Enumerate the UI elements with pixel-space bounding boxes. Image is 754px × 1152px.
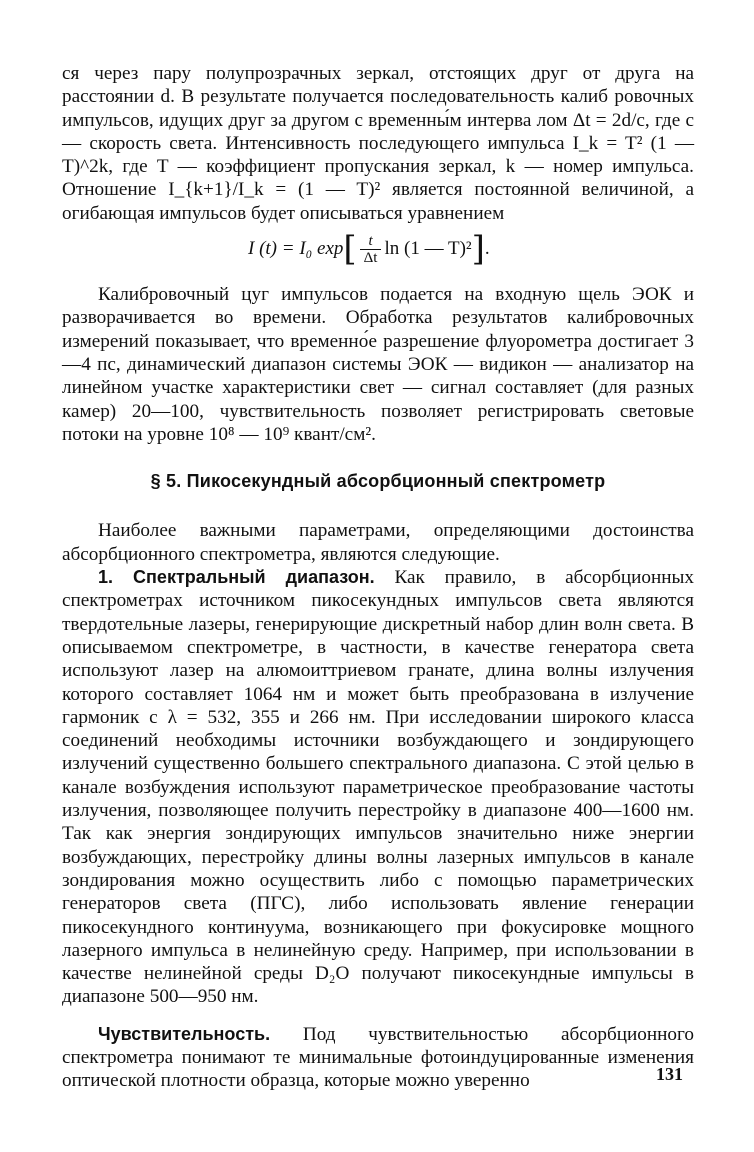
paragraph-sensitivity [62, 1023, 694, 1093]
right-bracket: ] [471, 228, 485, 269]
paragraph-calibration: Калибровочный цуг импульсов подается на входную щель ЭОК и разворачивается во времени. Обработка результатов калибровочных измерений показывает, что временно́е разрешение флуорометра достигает 3—4 пс, динамический диапазон системы ЭОК — видикон — анализатор на линейном участке характеристики свет — сигнал составляет (для разных камер) 20—100, чувствительность позволяет регистрировать световые потоки на уровне 10⁸ — 10⁹ квант/см². [62, 284, 694, 445]
item-heading: Чувствительность. [98, 1023, 271, 1044]
text-column [62, 62, 694, 1093]
fraction-denominator: Δt [363, 250, 378, 267]
line: расстоянии d. В результате получается последовательность калиб [62, 86, 608, 108]
section-heading: § 5. Пикосекундный абсорбционный спектрометр [150, 471, 606, 492]
line: является постоянной величиной, а огибающая импульсов будет [62, 179, 695, 224]
paragraph-continued [62, 62, 694, 225]
line: ся через пару полупрозрачных зеркал, отстоящих друг от друга на [62, 63, 694, 84]
item-text: Под чувствительностью абсорбционного спектрометра понимают те минимальные фотоиндуцированные изменения оптической плотности образца, которые можно уверенно [62, 1023, 694, 1092]
line: импульса I_k = T² (1 — T)^2k, где T — коэффициент пропускания [62, 132, 695, 178]
left-bracket: [ [343, 228, 357, 269]
item-text: Как правило, в абсорбционных спектрометрах источником пикосекундных импульсов света являются твердотельные лазеры, генерирующие дискретный набор длин волн света. В описываемом спектрометре, в частности, в качестве генератора света используют лазер на алюмоиттриевом гранате, длина волны излучения которого составляет 1064 нм и может быть преобразована в излучение гармоник с λ = 532, 355 и 266 нм. При исследовании широкого класса соединений необходимы источники возбуждающего и зондирующего излучений существенно большего спектрального диапазона. С этой целью в канале возбуждения используют параметрическое преобразование частоты излучения, позволяющее получить перестройку в диапазоне 400—1600 нм. Так как энергия зондирующих импульсов значительно ниже энергии возбуждающих, перестройку длины волны лазерных импульсов в канале зондирования можно осуществить либо с помощью параметрических генераторов света (ПГС), либо использовать явление генерации пикосекундного континуума, возникающего при фокусировке мощного лазерного импульса в нелинейную среду. Например, при использовании в качестве нелинейной среды D₂O получают пикосекундные импульсы в диапазоне 500—950 нм. [62, 567, 694, 1008]
formula-lhs: I (t) = I₀ exp [248, 237, 344, 259]
paragraph-intro: Наиболее важными параметрами, определяющими достоинства абсорбционного спектрометра, являются следующие. [62, 520, 694, 565]
line: описываться уравнением [299, 202, 505, 224]
envelope-formula [62, 225, 694, 283]
spacer [62, 1009, 694, 1023]
line: зеркал, k — номер импульса. Отношение I_{k+1}/I_k = (1 — T)² [62, 156, 694, 201]
fraction-numerator: t [360, 233, 382, 250]
line: ровочных импульсов, идущих друг за другом с временны́м интерва [62, 86, 694, 131]
line: лом Δt = 2d/c, где c — скорость света. Интенсивность последующего [62, 109, 695, 154]
formula-rhs: ln (1 — T)² [384, 237, 472, 259]
formula-fraction [360, 233, 382, 266]
formula-end: . [484, 237, 490, 259]
paragraph-spectral-range [62, 566, 694, 1009]
item-heading: 1. Спектральный диапазон. [98, 567, 375, 588]
page-number: 131 [656, 1064, 683, 1084]
